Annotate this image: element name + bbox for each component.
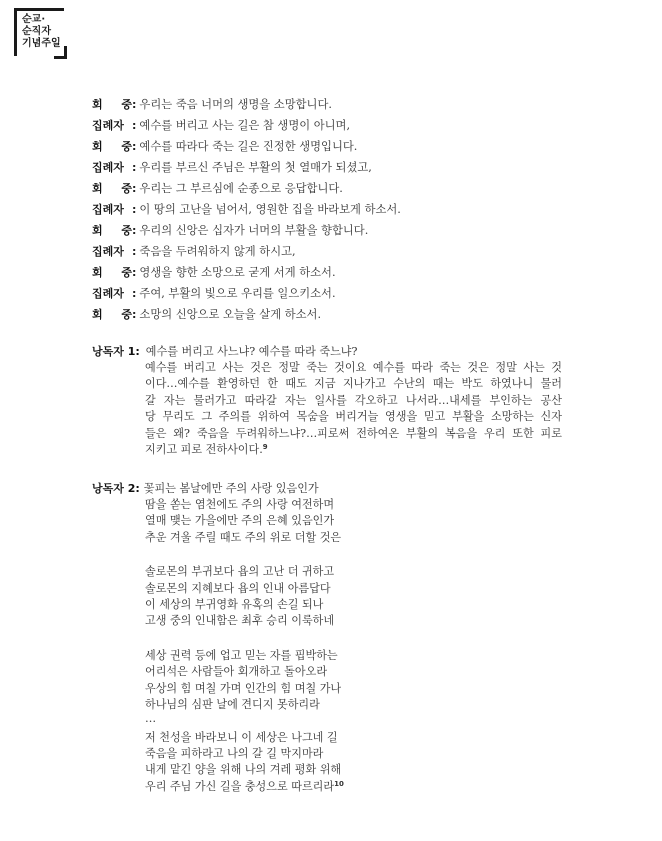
litany-text: 우리는 죽음 너머의 생명을 소망합니다. — [139, 98, 332, 111]
litany-row — [92, 180, 572, 201]
litany-row — [92, 306, 572, 327]
reader-2-section — [92, 480, 562, 794]
poem-ellipsis: … — [145, 712, 157, 726]
reader-1-label: 낭독자 1: — [92, 345, 140, 358]
poem-line: 내게 맡긴 양을 위해 나의 겨레 평화 위해 — [145, 763, 342, 777]
litany-row — [92, 96, 572, 117]
poem-line: 열매 맺는 가을에만 주의 은혜 있음인가 — [145, 514, 335, 528]
poem-line: 하나님의 심판 날에 견디지 못하리라 — [145, 697, 320, 711]
litany-text: 영생을 향한 소망으로 굳게 서게 하소서. — [139, 266, 336, 279]
speaker-colon: : — [132, 119, 137, 132]
reader-1-line: 들은 왜? 죽음을 두려워하느냐?…피로써 전하여온 부활의 복음을 우리 또한 피로 — [145, 426, 562, 440]
litany-text: 우리를 부르신 주님은 부활의 첫 열매가 되셨고, — [139, 161, 372, 174]
poem-line: 죽음을 피하라고 나의 갈 길 막지마라 — [145, 747, 324, 761]
reader-1-line: 갈 자는 물러가고 따라갈 자는 일사를 각오하고 나서라…내세를 부인하는 공산 — [145, 393, 562, 407]
speaker-label: 회 중 — [92, 308, 132, 321]
speaker-colon: : — [132, 203, 137, 216]
speaker-colon: : — [132, 308, 137, 321]
speaker-label: 집례자 — [92, 161, 124, 174]
speaker-label: 집례자 — [92, 119, 124, 132]
litany-text: 죽음을 두려워하지 않게 하시고, — [139, 245, 296, 258]
poem-line: 우상의 힘 며칠 가며 인간의 힘 며칠 가나 — [145, 681, 342, 695]
logo-text — [22, 14, 61, 50]
poem-line: 고생 중의 인내함은 최후 승리 이룩하네 — [145, 614, 335, 628]
logo-line: 순직자 — [22, 26, 51, 37]
litany-row — [92, 243, 572, 264]
litany-text: 예수를 따라다 죽는 길은 진정한 생명입니다. — [139, 140, 358, 153]
logo-line: 기념주일 — [22, 38, 61, 49]
reader-1-last-line — [145, 441, 562, 457]
commemoration-logo — [14, 8, 64, 56]
litany-row — [92, 117, 572, 138]
poem-line: 세상 권력 등에 업고 믿는 자를 핍박하는 — [145, 648, 338, 662]
poem-last-line — [145, 778, 562, 794]
reader-1-line: 당 무리도 그 주의를 위하여 목숨을 버리거늘 영생을 믿고 부활을 소망하는 신자 — [145, 410, 562, 424]
litany-row — [92, 285, 572, 306]
reader-2-first-line: 꽃피는 봄날에만 주의 사랑 있음인가 — [143, 482, 319, 495]
speaker-label: 회 중 — [92, 140, 132, 153]
poem-line: 솔로몬의 지혜보다 욥의 인내 아름답다 — [145, 581, 331, 595]
poem-last-text: 우리 주님 가신 길을 충성으로 따르리라 — [145, 779, 335, 793]
responsive-litany — [92, 96, 572, 327]
footnote-9: 9 — [262, 442, 268, 451]
litany-row — [92, 159, 572, 180]
poem-line: 솔로몬의 부귀보다 욥의 고난 더 귀하고 — [145, 565, 335, 579]
speaker-colon: : — [132, 224, 137, 237]
poem-line: 저 천성을 바라보니 이 세상은 나그네 길 — [145, 730, 338, 744]
speaker-label: 회 중 — [92, 98, 132, 111]
litany-text: 우리는 그 부르심에 순종으로 응답합니다. — [139, 182, 343, 195]
reader-1-line: 예수를 버리고 사는 것은 정말 죽는 것이요 예수를 따라 죽는 것은 정말 사는 것 — [145, 361, 562, 374]
poem-line: 땀을 쏟는 염천에도 주의 사랑 여전하며 — [145, 498, 335, 511]
litany-row — [92, 201, 572, 222]
speaker-label: 집례자 — [92, 287, 124, 300]
reader-1-last-text: 지키고 피로 전하사이다. — [145, 442, 263, 456]
litany-text: 우리의 신앙은 십자가 너머의 부활을 향합니다. — [139, 224, 369, 237]
reader-1-section — [92, 343, 562, 457]
litany-row — [92, 222, 572, 243]
poem-line: 어리석은 사람들아 회개하고 돌아오라 — [145, 665, 328, 679]
logo-corner-mark — [54, 46, 67, 59]
footnote-10: 10 — [334, 779, 344, 788]
reader-1-first-line: 예수를 버리고 사느냐? 예수를 따라 죽느냐? — [145, 345, 358, 358]
litany-row — [92, 138, 572, 159]
poem-line: 이 세상의 부귀영화 유혹의 손길 되나 — [145, 597, 324, 611]
speaker-label: 집례자 — [92, 203, 124, 216]
speaker-colon: : — [132, 98, 137, 111]
litany-row — [92, 264, 572, 285]
speaker-colon: : — [132, 161, 137, 174]
litany-text: 예수를 버리고 사는 길은 참 생명이 아니며, — [139, 119, 351, 132]
speaker-colon: : — [132, 266, 137, 279]
litany-text: 이 땅의 고난을 넘어서, 영원한 집을 바라보게 하소서. — [139, 203, 401, 216]
speaker-label: 회 중 — [92, 182, 132, 195]
logo-line: 순교· — [22, 14, 46, 25]
speaker-label: 집례자 — [92, 245, 124, 258]
speaker-colon: : — [132, 182, 137, 195]
litany-text: 소망의 신앙으로 오늘을 살게 하소서. — [139, 308, 322, 321]
reader-2-label: 낭독자 2: — [92, 482, 140, 495]
speaker-label: 회 중 — [92, 266, 132, 279]
litany-text: 주여, 부활의 빛으로 우리를 일으키소서. — [139, 287, 336, 300]
speaker-colon: : — [132, 140, 137, 153]
speaker-colon: : — [132, 245, 137, 258]
reader-1-line: 이다…예수를 환영하던 한 때도 지금 지나가고 수난의 때는 박도 하였나니 물러 — [145, 377, 562, 391]
speaker-label: 회 중 — [92, 224, 132, 237]
poem-line: 추운 겨울 주릴 때도 주의 위로 더할 것은 — [145, 530, 342, 544]
speaker-colon: : — [132, 287, 137, 300]
